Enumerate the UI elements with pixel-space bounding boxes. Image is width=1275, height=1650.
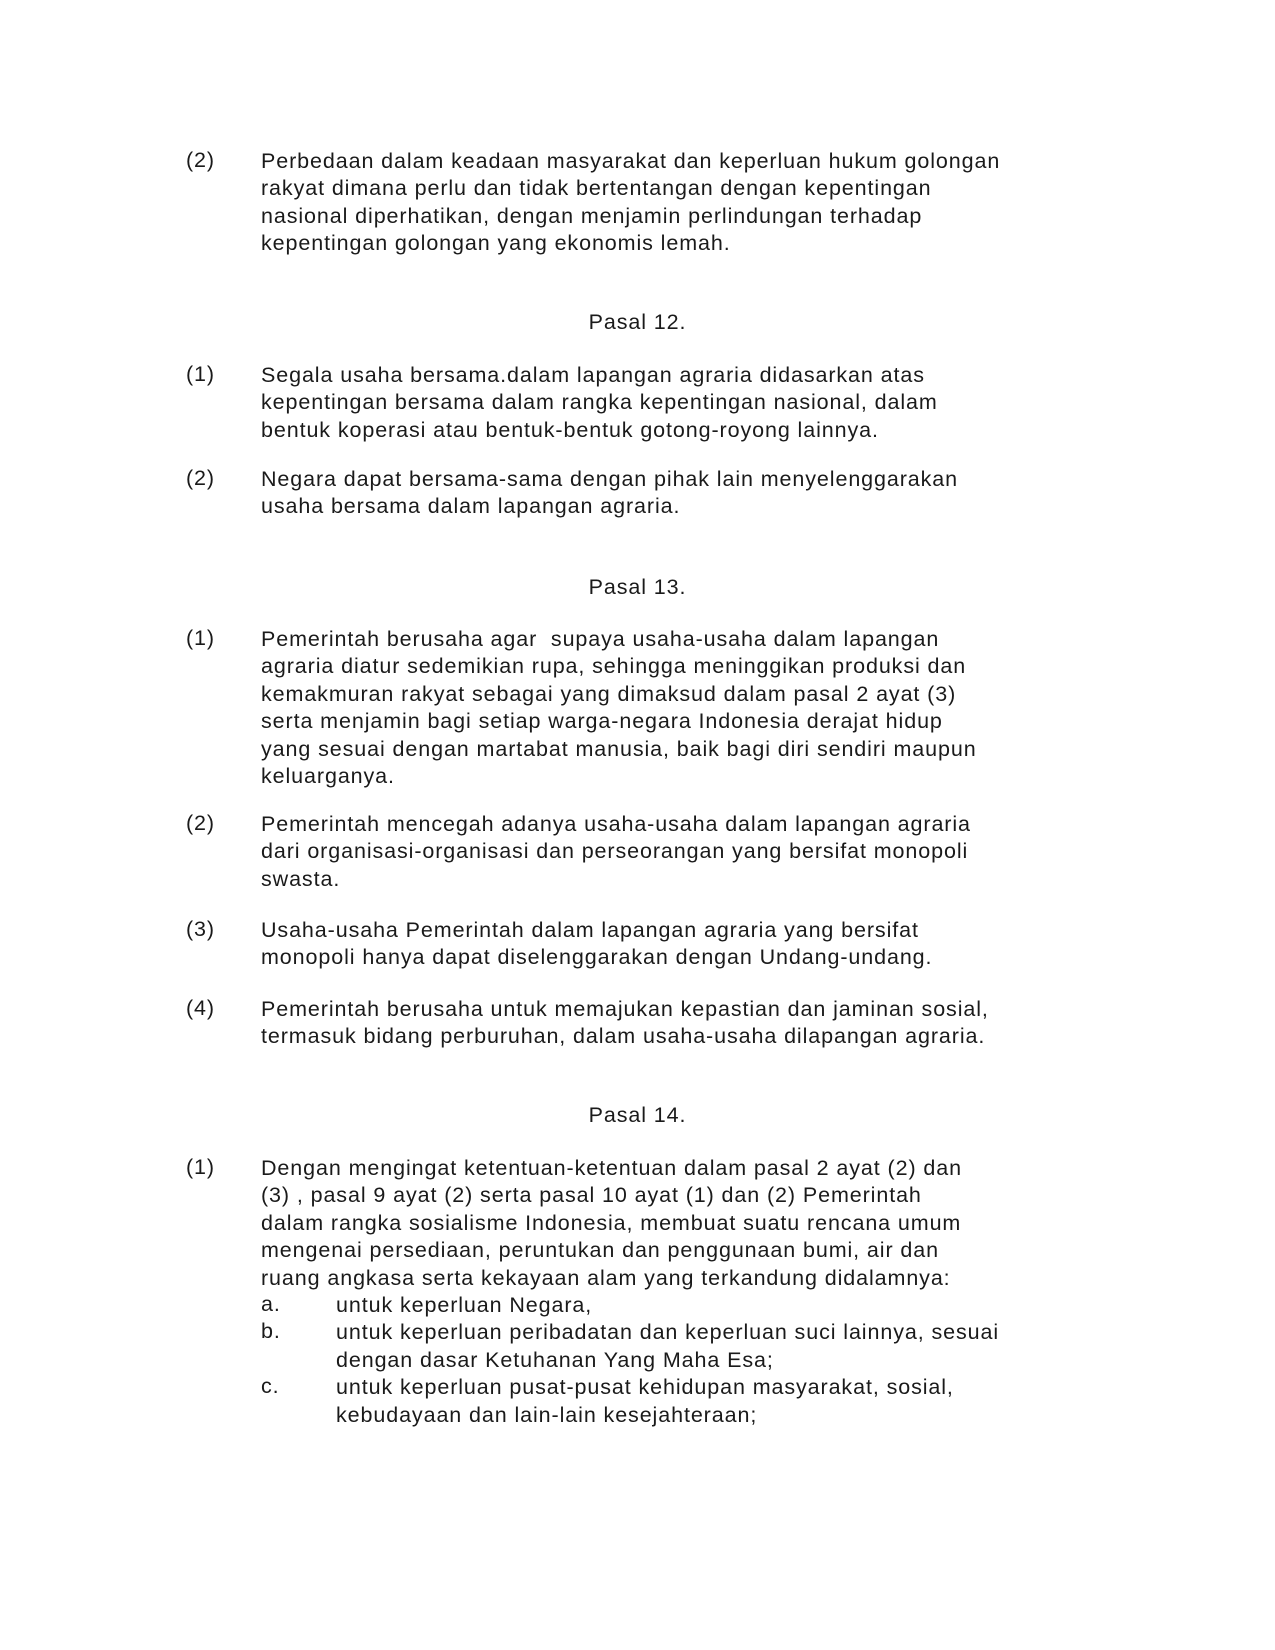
ayat-text-line: Dengan mengingat ketentuan-ketentuan dalam pasal 2 ayat (2) dan <box>261 1156 962 1180</box>
ayat-number: (2) <box>186 811 215 835</box>
sub-item-c <box>261 1374 1201 1429</box>
ayat-number: (3) <box>186 917 215 941</box>
ayat-text-line: Perbedaan dalam keadaan masyarakat dan keperluan hukum golongan <box>261 149 1001 173</box>
pasal-heading: Pasal 13. <box>588 575 687 599</box>
sub-item-text-line: untuk keperluan Negara, <box>336 1292 593 1317</box>
ayat-number: (2) <box>186 148 215 172</box>
pasal-heading: Pasal 12. <box>588 310 687 334</box>
ayat-number: (2) <box>186 466 215 490</box>
ayat-text-line: Pemerintah berusaha agar supaya usaha-usaha dalam lapangan <box>261 627 940 651</box>
sub-item-a <box>261 1292 1201 1319</box>
ayat-text-line: kepentingan golongan yang ekonomis lemah. <box>261 231 731 256</box>
ayat-text-line: (3) , pasal 9 ayat (2) serta pasal 10 ayat (1) dan (2) Pemerintah <box>261 1183 922 1208</box>
sub-item-text-line: dengan dasar Ketuhanan Yang Maha Esa; <box>336 1347 774 1372</box>
ayat-text-line: agraria diatur sedemikian rupa, sehingga meninggikan produksi dan <box>261 654 967 679</box>
ayat-number: (1) <box>186 362 215 386</box>
ayat-text-line: Pemerintah mencegah adanya usaha-usaha dalam lapangan agraria <box>261 812 971 836</box>
ayat-text-line: dalam rangka sosialisme Indonesia, membuat suatu rencana umum <box>261 1210 962 1235</box>
ayat-text-line: dari organisasi-organisasi dan perseorangan yang bersifat monopoli <box>261 839 969 864</box>
ayat-text-line: monopoli hanya dapat diselenggarakan dengan Undang-undang. <box>261 945 933 970</box>
ayat-text-line: kepentingan bersama dalam rangka kepentingan nasional, dalam <box>261 390 938 415</box>
ayat-text-line: keluarganya. <box>261 763 395 788</box>
ayat-number: (4) <box>186 996 215 1020</box>
ayat-text-line: nasional diperhatikan, dengan menjamin perlindungan terhadap <box>261 203 923 228</box>
ayat-text-line: termasuk bidang perburuhan, dalam usaha-usaha dilapangan agraria. <box>261 1024 986 1049</box>
sub-item-letter: a. <box>261 1291 281 1316</box>
ayat-text-line: usaha bersama dalam lapangan agraria. <box>261 494 681 519</box>
ayat-number: (1) <box>186 1155 215 1179</box>
pasal-heading: Pasal 14. <box>588 1103 687 1127</box>
ayat-text-line: Negara dapat bersama-sama dengan pihak lain menyelenggarakan <box>261 467 959 491</box>
ayat-text-line: swasta. <box>261 866 341 891</box>
sub-item-letter: b. <box>261 1319 281 1344</box>
sub-item-text-line: untuk keperluan pusat-pusat kehidupan masyarakat, sosial, <box>336 1375 954 1400</box>
sub-item-text-line: untuk keperluan peribadatan dan keperluan suci lainnya, sesuai <box>336 1320 999 1345</box>
ayat-text-line: yang sesuai dengan martabat manusia, baik bagi diri sendiri maupun <box>261 736 977 761</box>
sub-item-letter: c. <box>261 1374 280 1399</box>
sub-item-b <box>261 1319 1201 1374</box>
ayat-text-line: Usaha-usaha Pemerintah dalam lapangan agraria yang bersifat <box>261 918 919 942</box>
ayat-number: (1) <box>186 626 215 650</box>
ayat-text-line: kemakmuran rakyat sebagai yang dimaksud dalam pasal 2 ayat (3) <box>261 681 957 706</box>
ayat-text-line: Pemerintah berusaha untuk memajukan kepastian dan jaminan sosial, <box>261 997 989 1021</box>
ayat-text-line: serta menjamin bagi setiap warga-negara Indonesia derajat hidup <box>261 709 943 734</box>
ayat-text-line: ruang angkasa serta kekayaan alam yang terkandung didalamnya: <box>261 1265 951 1290</box>
ayat-text-line: mengenai persediaan, peruntukan dan penggunaan bumi, air dan <box>261 1238 939 1263</box>
ayat-text-line: rakyat dimana perlu dan tidak bertentangan dengan kepentingan <box>261 176 932 201</box>
ayat-text-line: Segala usaha bersama.dalam lapangan agraria didasarkan atas <box>261 363 925 387</box>
ayat-text-line: bentuk koperasi atau bentuk-bentuk gotong-royong lainnya. <box>261 417 879 442</box>
sub-item-text-line: kebudayaan dan lain-lain kesejahteraan; <box>336 1402 758 1427</box>
